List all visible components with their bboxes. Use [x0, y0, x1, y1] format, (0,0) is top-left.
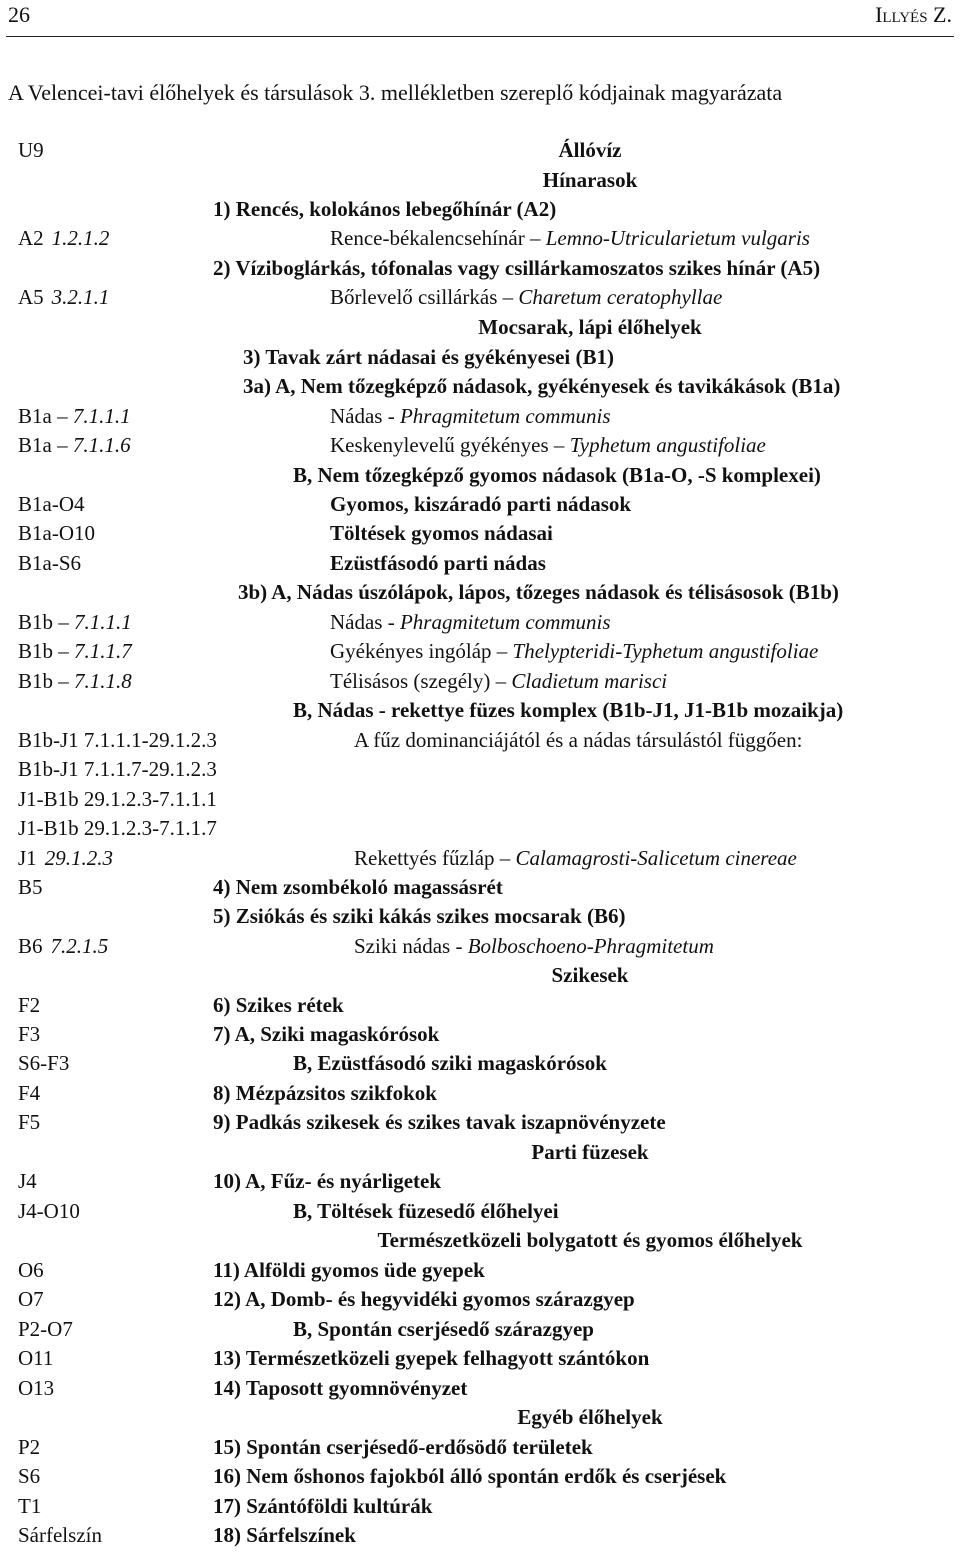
table-row	[0, 1051, 960, 1081]
habitat-description	[213, 1464, 726, 1489]
association-number: 7.1.1.1	[74, 610, 132, 634]
habitat-code	[18, 787, 217, 812]
description-text: Nádas -	[330, 404, 400, 428]
section-heading: Mocsarak, lápi élőhelyek	[478, 315, 702, 339]
habitat-code	[18, 1169, 37, 1194]
table-row	[0, 1258, 960, 1288]
description-text: Bőrlevelő csillárkás –	[330, 285, 519, 309]
habitat-code	[18, 1199, 80, 1224]
description-text: 13) Természetközeli gyepek felhagyott szántókon	[213, 1346, 650, 1370]
description-text: 16) Nem őshonos fajokból álló spontán erdők és cserjések	[213, 1464, 727, 1488]
table-row	[0, 1435, 960, 1465]
table-row	[0, 1405, 960, 1435]
table-caption: A Velencei-tavi élőhelyek és társulások 3. mellékletben szereplő kódjainak magyarázata	[8, 80, 783, 105]
table-row	[0, 1169, 960, 1199]
description-text: B, Ezüstfásodó sziki magaskórósok	[293, 1051, 607, 1075]
association-number: 3.2.1.1	[51, 285, 110, 309]
habitat-description	[330, 285, 722, 310]
association-latin-name: Phragmitetum communis	[399, 404, 611, 428]
association-number: 7.1.1.7	[74, 639, 132, 663]
section-heading: Egyéb élőhelyek	[517, 1405, 663, 1429]
habitat-code-label: S6-F3	[18, 1051, 70, 1075]
description-text: Ezüstfásodó parti nádas	[330, 551, 546, 575]
habitat-description	[243, 374, 840, 399]
habitat-code-label: J1	[18, 846, 37, 870]
association-number: 7.1.1.1	[72, 404, 131, 428]
habitat-description	[213, 1346, 649, 1371]
description-text: 8) Mézpázsitos szikfokok	[213, 1081, 437, 1105]
description-text: B, Töltések füzesedő élőhelyei	[293, 1199, 559, 1223]
habitat-description	[238, 580, 839, 605]
habitat-code-label: U9	[18, 138, 44, 162]
habitat-code-label: F3	[18, 1022, 41, 1046]
association-number: 7.2.1.5	[50, 934, 109, 958]
section-heading: Hínarasok	[542, 168, 638, 192]
description-text: 6) Szikes rétek	[213, 993, 344, 1017]
habitat-description	[354, 728, 802, 753]
table-row	[0, 1081, 960, 1111]
section-heading: Állóvíz	[558, 138, 622, 162]
page-number: 26	[8, 2, 30, 27]
habitat-description	[213, 1523, 356, 1548]
table-row	[0, 315, 960, 345]
description-text: B, Nem tőzegképző gyomos nádasok (B1a-O, -S komplexei)	[293, 463, 821, 487]
habitat-code-label: J1-B1b 29.1.2.3-7.1.1.1	[18, 787, 217, 811]
table-row	[0, 256, 960, 286]
habitat-code	[18, 1494, 41, 1519]
table-row	[0, 1464, 960, 1494]
table-row	[0, 669, 960, 699]
description-text: Nádas -	[330, 610, 400, 634]
habitat-code	[18, 1110, 40, 1135]
habitat-code	[18, 551, 81, 576]
habitat-description	[330, 669, 667, 694]
habitat-description	[213, 875, 503, 900]
habitat-description	[213, 1081, 437, 1106]
habitat-code-label: A5	[18, 285, 44, 309]
habitat-description	[213, 1494, 432, 1519]
habitat-code	[18, 1523, 102, 1548]
habitat-code	[18, 1051, 69, 1076]
table-row	[0, 1022, 960, 1052]
habitat-description	[354, 934, 714, 959]
habitat-code-label: B1b-J1 7.1.1.1-29.1.2.3	[18, 728, 217, 752]
table-row	[0, 404, 960, 434]
association-number: 29.1.2.3	[44, 846, 113, 870]
table-row	[0, 610, 960, 640]
table-row	[0, 1228, 960, 1258]
habitat-description	[293, 698, 843, 723]
description-text: Gyékényes ingóláp –	[330, 639, 513, 663]
description-text: 7) A, Sziki magaskórósok	[213, 1022, 440, 1046]
habitat-code	[18, 639, 132, 664]
association-latin-name: Phragmitetum communis	[399, 610, 611, 634]
habitat-description	[330, 404, 611, 429]
table-row	[0, 580, 960, 610]
table-row	[0, 639, 960, 669]
author-name: Illyés Z.	[875, 2, 952, 27]
habitat-code-label: O11	[18, 1346, 54, 1370]
habitat-description	[213, 1022, 439, 1047]
association-latin-name: Charetum ceratophyllae	[518, 285, 723, 309]
table-row	[0, 1494, 960, 1524]
habitat-code-label: B1a –	[18, 433, 73, 457]
table-row	[0, 138, 960, 168]
table-row	[0, 226, 960, 256]
habitat-code-label: J4	[18, 1169, 37, 1193]
association-number: 1.2.1.2	[51, 226, 110, 250]
table-row	[0, 1523, 960, 1553]
description-text: 11) Alföldi gyomos üde gyepek	[213, 1258, 485, 1282]
habitat-code-label: B1a –	[18, 404, 73, 428]
description-text: 2) Víziboglárkás, tófonalas vagy csillárkamoszatos szikes hínár (A5)	[213, 256, 821, 280]
habitat-description	[330, 433, 766, 458]
table-row	[0, 875, 960, 905]
description-text: 10) A, Fűz- és nyárligetek	[213, 1169, 442, 1193]
habitat-code-label: O13	[18, 1376, 55, 1400]
habitat-description	[243, 345, 614, 370]
habitat-code-label: P2	[18, 1435, 41, 1459]
habitat-description	[330, 226, 810, 251]
description-text: 9) Padkás szikesek és szikes tavak iszapnövényzete	[213, 1110, 666, 1134]
description-text: A fűz dominanciájától és a nádas társulástól függően:	[354, 728, 803, 752]
habitat-code	[18, 285, 109, 310]
description-text: Sziki nádas -	[354, 934, 468, 958]
description-text: Télisásos (szegély) –	[330, 669, 512, 693]
habitat-code	[18, 934, 108, 959]
habitat-code-label: S6	[18, 1464, 41, 1488]
habitat-code-label: Sárfelszín	[18, 1523, 102, 1547]
table-row	[0, 846, 960, 876]
habitat-code	[18, 1317, 73, 1342]
description-text: B, Spontán cserjésedő szárazgyep	[293, 1317, 594, 1341]
association-latin-name: Lemno-Utricularietum vulgaris	[545, 226, 810, 250]
habitat-code	[18, 404, 131, 429]
habitat-description	[213, 1287, 635, 1312]
description-text: Keskenylevelű gyékényes –	[330, 433, 570, 457]
association-latin-name: Typhetum angustifoliae	[569, 433, 766, 457]
description-text: 5) Zsiókás és sziki kákás szikes mocsarak (B6)	[213, 904, 626, 928]
habitat-code-label: F5	[18, 1110, 41, 1134]
table-row	[0, 698, 960, 728]
habitat-code	[18, 433, 131, 458]
table-row	[0, 904, 960, 934]
habitat-description	[213, 993, 344, 1018]
habitat-code	[18, 610, 132, 635]
habitat-code-label: P2-O7	[18, 1317, 73, 1341]
habitat-code-label: O6	[18, 1258, 44, 1282]
habitat-code-label: B1b-J1 7.1.1.7-29.1.2.3	[18, 757, 217, 781]
habitat-code-label: B1a-O10	[18, 521, 95, 545]
habitat-description	[330, 639, 818, 664]
table-row	[0, 197, 960, 227]
habitat-code-label: J1-B1b 29.1.2.3-7.1.1.7	[18, 816, 217, 840]
habitat-code-label: O7	[18, 1287, 44, 1311]
table-row	[0, 285, 960, 315]
description-text: Rekettyés fűzláp –	[354, 846, 516, 870]
habitat-code	[18, 1464, 40, 1489]
section-heading: Parti füzesek	[531, 1140, 649, 1164]
description-text: 3a) A, Nem tőzegképző nádasok, gyékényesek és tavikákások (B1a)	[243, 374, 841, 398]
association-latin-name: Bolboschoeno-Phragmitetum	[467, 934, 714, 958]
habitat-code	[18, 993, 40, 1018]
description-text: 17) Szántóföldi kultúrák	[213, 1494, 433, 1518]
description-text: Töltések gyomos nádasai	[330, 521, 553, 545]
habitat-code-label: B5	[18, 875, 43, 899]
habitat-code	[18, 728, 217, 753]
habitat-description	[293, 1317, 594, 1342]
table-row	[0, 1199, 960, 1229]
habitat-code-label: F2	[18, 993, 41, 1017]
habitat-description	[213, 197, 556, 222]
description-text: Rence-békalencsehínár –	[330, 226, 546, 250]
table-row	[0, 374, 960, 404]
habitat-code	[18, 1081, 40, 1106]
association-latin-name: Calamagrosti-Salicetum cinereae	[515, 846, 797, 870]
description-text: 15) Spontán cserjésedő-erdősödő területek	[213, 1435, 593, 1459]
habitat-code	[18, 669, 132, 694]
habitat-description	[213, 1376, 467, 1401]
description-text: Gyomos, kiszáradó parti nádasok	[330, 492, 632, 516]
association-number: 7.1.1.6	[72, 433, 131, 457]
habitat-code	[18, 875, 43, 900]
habitat-code	[18, 757, 217, 782]
habitat-description	[330, 521, 553, 546]
table-row	[0, 728, 960, 758]
habitat-code-label: A2	[18, 226, 44, 250]
description-text: 1) Rencés, kolokános lebegőhínár (A2)	[213, 197, 557, 221]
habitat-description	[213, 904, 625, 929]
table-row	[0, 963, 960, 993]
table-row	[0, 816, 960, 846]
table-row	[0, 463, 960, 493]
table-row	[0, 1287, 960, 1317]
table-row	[0, 993, 960, 1023]
habitat-description	[213, 1258, 485, 1283]
habitat-code	[18, 1022, 40, 1047]
habitat-code	[18, 1258, 44, 1283]
table-row	[0, 551, 960, 581]
association-latin-name: Cladietum marisci	[511, 669, 668, 693]
table-row	[0, 168, 960, 198]
table-row	[0, 1376, 960, 1406]
association-number: 7.1.1.8	[74, 669, 132, 693]
habitat-code-label: B1b –	[18, 669, 75, 693]
habitat-code-label: B1a-S6	[18, 551, 81, 575]
table-row	[0, 757, 960, 787]
habitat-code-label: B6	[18, 934, 43, 958]
table-row	[0, 934, 960, 964]
table-row	[0, 1110, 960, 1140]
habitat-code	[18, 1435, 40, 1460]
habitat-code-label: B1a-O4	[18, 492, 85, 516]
description-text: 14) Taposott gyomnövényzet	[213, 1376, 468, 1400]
table-row	[0, 345, 960, 375]
habitat-description	[330, 610, 611, 635]
habitat-description	[354, 846, 797, 871]
habitat-code	[18, 1376, 54, 1401]
table-row	[0, 1317, 960, 1347]
habitat-code-label: J4-O10	[18, 1199, 80, 1223]
habitat-code	[18, 492, 85, 517]
habitat-code	[18, 846, 113, 871]
habitat-code-label: B1b –	[18, 639, 75, 663]
table-row	[0, 492, 960, 522]
habitat-code	[18, 1287, 44, 1312]
section-heading: Szikesek	[551, 963, 629, 987]
habitat-code	[18, 1346, 53, 1371]
habitat-code	[18, 226, 109, 251]
description-text: 3b) A, Nádas úszólápok, lápos, tőzeges nádasok és télisásosok (B1b)	[238, 580, 839, 604]
table-row	[0, 433, 960, 463]
section-heading: Természetközeli bolygatott és gyomos élőhelyek	[377, 1228, 803, 1252]
table-row	[0, 1140, 960, 1170]
habitat-code-label: F4	[18, 1081, 41, 1105]
habitat-description	[213, 1110, 666, 1135]
description-text: 12) A, Domb- és hegyvidéki gyomos szárazgyep	[213, 1287, 635, 1311]
description-text: 3) Tavak zárt nádasai és gyékényesei (B1)	[243, 345, 615, 369]
habitat-code-label: T1	[18, 1494, 42, 1518]
habitat-description	[330, 492, 631, 517]
habitat-description	[213, 1169, 441, 1194]
description-text: 4) Nem zsombékoló magassásrét	[213, 875, 503, 899]
habitat-description	[213, 256, 820, 281]
habitat-description	[293, 463, 821, 488]
habitat-description	[293, 1199, 559, 1224]
description-text: B, Nádas - rekettye füzes komplex (B1b-J1, J1-B1b mozaikja)	[293, 698, 844, 722]
habitat-description	[293, 1051, 607, 1076]
habitat-code-label: B1b –	[18, 610, 75, 634]
association-latin-name: Thelypteridi-Typhetum angustifoliae	[512, 639, 819, 663]
table-row	[0, 787, 960, 817]
habitat-code	[18, 521, 95, 546]
habitat-description	[213, 1435, 593, 1460]
table-row	[0, 1346, 960, 1376]
description-text: 18) Sárfelszínek	[213, 1523, 356, 1547]
habitat-code	[18, 816, 217, 841]
table-row	[0, 521, 960, 551]
habitat-description	[330, 551, 546, 576]
